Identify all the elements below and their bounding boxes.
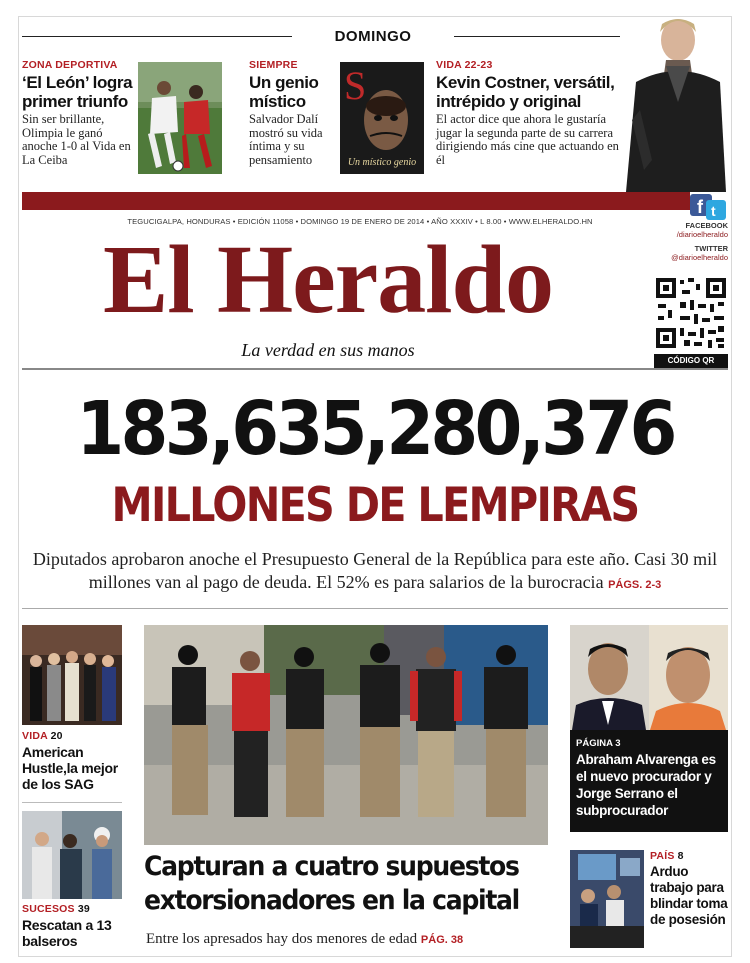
top-rule-right: [454, 36, 620, 37]
teaser-body: El actor dice que ahora le gustaría jugar la segunda parte de su carrera dirigiendo más cine que actuando en él: [436, 112, 619, 167]
left-story-vida[interactable]: [22, 730, 132, 792]
facebook-label: FACEBOOK: [685, 221, 728, 230]
teaser-headline[interactable]: Un genio místico: [249, 73, 319, 111]
story-kicker: PAÍS 8: [650, 850, 684, 862]
lead-dek: [22, 548, 728, 597]
story-headline[interactable]: Abraham Alvarenga es el nuevo procurador y Jorge Serrano el subprocurador: [576, 752, 716, 818]
photo-procuradores[interactable]: [570, 625, 728, 730]
photo-kevin-costner[interactable]: [622, 10, 730, 192]
facebook-twitter-icon[interactable]: [690, 194, 726, 220]
main-dek-text: Entre los apresados hay dos menores de edad: [146, 931, 418, 947]
top-red-bar: [22, 192, 690, 210]
qr-code-label: CÓDIGO QR: [654, 354, 728, 368]
photo-rescue[interactable]: [22, 811, 122, 899]
main-story-dek: [146, 931, 566, 948]
teaser-kicker: SIEMPRE: [249, 59, 298, 71]
twitter-label: TWITTER: [694, 244, 728, 253]
teaser-sports[interactable]: [22, 59, 134, 167]
section-rule: [22, 608, 728, 609]
photo-captured-suspects[interactable]: [144, 625, 548, 845]
teaser-body: Salvador Dalí mostró su vida íntima y su pensamiento: [249, 112, 323, 167]
edition-day: DOMINGO: [334, 28, 412, 45]
twitter-handle[interactable]: @diarioelheraldo: [671, 253, 728, 262]
photo-security-operation[interactable]: [570, 850, 644, 948]
teaser-headline[interactable]: Kevin Costner, versátil, intrépido y original: [436, 73, 615, 111]
teaser-body: Sin ser brillante, Olimpia le ganó anoche 1-0 al Vida en La Ceiba: [22, 112, 131, 167]
story-kicker: SUCESOS 39: [22, 903, 90, 915]
qr-code-icon[interactable]: [654, 276, 728, 350]
teaser-headline[interactable]: ‘El León’ logra primer triunfo: [22, 73, 133, 111]
left-story-sucesos[interactable]: [22, 903, 132, 949]
lead-pages[interactable]: PÁGS. 2-3: [608, 579, 662, 591]
facebook-handle[interactable]: /diarioelheraldo: [676, 230, 728, 239]
teaser-siempre[interactable]: [249, 59, 335, 167]
story-headline[interactable]: American Hustle,la mejor de los SAG: [22, 744, 118, 792]
photo-soccer-players[interactable]: [138, 62, 222, 174]
right-story-pagina3[interactable]: [570, 730, 728, 832]
masthead-slogan: La verdad en sus manos: [241, 340, 415, 360]
story-kicker: PÁGINA 3: [576, 738, 621, 749]
teaser-kicker: ZONA DEPORTIVA: [22, 59, 118, 71]
svg-text:f: f: [697, 197, 703, 217]
svg-text:t: t: [711, 203, 716, 219]
masthead-rule: [22, 368, 728, 370]
lead-unit[interactable]: MILLONES DE LEMPIRAS: [111, 478, 639, 533]
main-story-headline[interactable]: Capturan a cuatro supuestos extorsionadores en la capital: [144, 851, 519, 916]
left-divider: [22, 802, 122, 803]
main-story-pages[interactable]: PÁG. 38: [420, 934, 464, 946]
story-headline[interactable]: Rescatan a 13 balseros: [22, 917, 112, 949]
social-handles: [628, 221, 728, 262]
story-kicker: VIDA 20: [22, 730, 63, 742]
lead-big-number[interactable]: 183,635,280,376: [76, 386, 674, 472]
masthead-title[interactable]: El Heraldo: [102, 226, 554, 334]
magazine-cover-dali[interactable]: [340, 62, 424, 174]
cover-caption: Un místico genio: [347, 157, 417, 168]
teaser-vida[interactable]: [436, 59, 622, 167]
dateline: TEGUCIGALPA, HONDURAS • EDICIÓN 11058 • DOMINGO 19 DE ENERO DE 2014 • AÑO XXXIV • L 8.00 • WWW.ELHERALDO.HN: [127, 217, 593, 226]
right-story-pais[interactable]: [650, 850, 732, 928]
top-rule-left: [22, 36, 292, 37]
lead-dek-text: Diputados aprobaron anoche el Presupuesto General de la República para este año. Casi 30 mil millones van al pago de deuda. El 52% es para salarios de la burocracia: [32, 549, 718, 592]
photo-sag-awards-cast[interactable]: [22, 625, 122, 725]
teaser-kicker: VIDA 22-23: [436, 59, 493, 71]
cover-letter: S: [344, 63, 367, 108]
story-headline[interactable]: Arduo trabajo para blindar toma de posesión: [650, 864, 728, 927]
